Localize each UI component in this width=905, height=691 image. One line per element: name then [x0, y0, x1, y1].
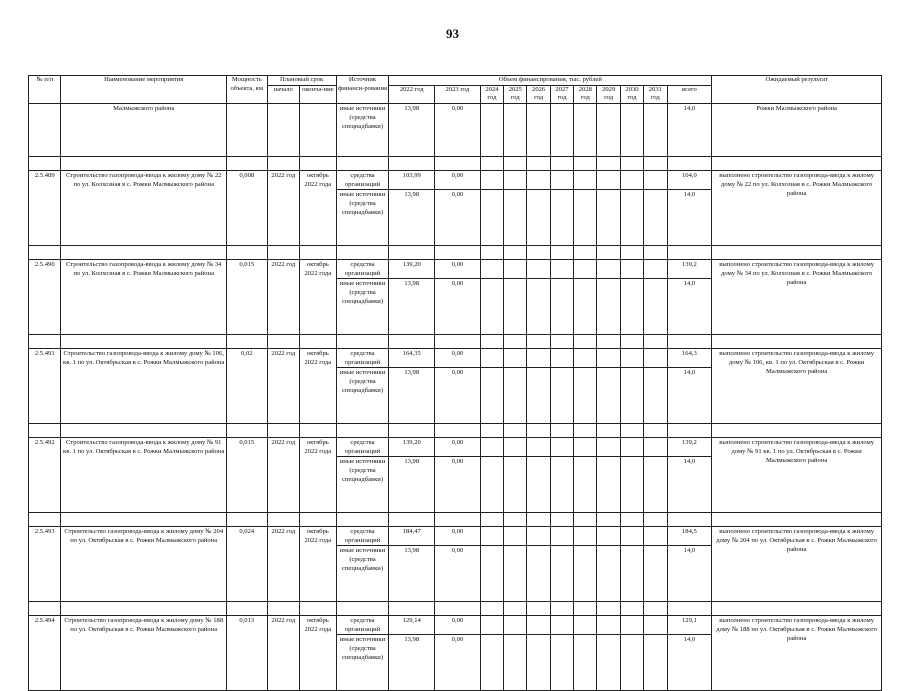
continuation-result: Рожки Малмыжского района [712, 103, 882, 156]
row-name: Строительство газопровода-ввода к жилому дому № 106, кв. 1 по ул. Октябрьская в с. Рожки Малмыжского района [61, 348, 226, 423]
row-name: Строительство газопровода-ввода к жилому дому № 188 по ул. Октябрьская в с. Рожки Малмыжского района [61, 615, 226, 690]
row-source-other: иные источники (средства спецнадбавки) [336, 456, 389, 512]
row-start: 2022 год [267, 348, 299, 423]
row-other-total: 14,0 [667, 634, 712, 690]
row-other-2022: 13,98 [389, 545, 435, 601]
row-org-total: 104,0 [667, 170, 712, 189]
row-org-total: 164,3 [667, 348, 712, 367]
row-name: Строительство газопровода-ввода к жилому дому № 34 по ул. Колхозная в с. Рожки Малмыжского района [61, 259, 226, 334]
row-org-2022: 184,47 [389, 526, 435, 545]
row-other-total: 14,0 [667, 189, 712, 245]
table-row [29, 259, 882, 278]
row-org-2023: 0,00 [435, 170, 481, 189]
header-2029: 2029 год [597, 85, 620, 103]
row-org-2022: 139,20 [389, 437, 435, 456]
row-source-org: средства организаций [336, 170, 389, 189]
row-end: октябрь 2022 года [300, 615, 337, 690]
row-other-2023: 0,00 [435, 189, 481, 245]
continuation-2023: 0,00 [435, 103, 481, 156]
header-2024: 2024 год [480, 85, 503, 103]
funding-table [28, 75, 882, 691]
row-source-other: иные источники (средства спецнадбавки) [336, 278, 389, 334]
header-2030: 2030 год [620, 85, 643, 103]
row-num: 2.5.490 [29, 259, 61, 334]
row-end: октябрь 2022 года [300, 170, 337, 245]
row-org-total: 129,1 [667, 615, 712, 634]
row-source-org: средства организаций [336, 526, 389, 545]
table-row [29, 170, 882, 189]
row-start: 2022 год [267, 437, 299, 512]
row-org-2022: 103,99 [389, 170, 435, 189]
row-org-2022: 129,14 [389, 615, 435, 634]
row-num: 2.5.492 [29, 437, 61, 512]
row-source-org: средства организаций [336, 437, 389, 456]
row-power: 0,024 [226, 526, 267, 601]
row-end: октябрь 2022 года [300, 348, 337, 423]
row-num: 2.5.493 [29, 526, 61, 601]
row-power: 0,015 [226, 259, 267, 334]
row-other-2023: 0,00 [435, 367, 481, 423]
row-result: выполнено строительство газопровода-ввода к жилому дому № 91 кв. 1 по ул. Октябрьская в с. Рожки Малмыжского района [712, 437, 882, 512]
spacer-row [29, 601, 882, 615]
row-result: выполнено строительство газопровода-ввода к жилому дому № 204 по ул. Октябрьская в с. Рожки Малмыжского района [712, 526, 882, 601]
row-power: 0,02 [226, 348, 267, 423]
header-result: Ожидаемый результат [712, 76, 882, 104]
row-other-2022: 13,98 [389, 189, 435, 245]
row-other-2023: 0,00 [435, 634, 481, 690]
row-other-2022: 13,98 [389, 456, 435, 512]
spacer-row [29, 156, 882, 170]
row-other-2022: 13,98 [389, 634, 435, 690]
header-period: Плановый срок [267, 76, 336, 86]
row-power: 0,013 [226, 615, 267, 690]
row-org-2023: 0,00 [435, 437, 481, 456]
row-other-2022: 13,98 [389, 367, 435, 423]
table-row [29, 437, 882, 456]
continuation-row [29, 103, 882, 156]
row-org-2023: 0,00 [435, 348, 481, 367]
row-source-other: иные источники (средства спецнадбавки) [336, 367, 389, 423]
table-header [29, 76, 882, 104]
row-start: 2022 год [267, 170, 299, 245]
continuation-name: Малмыжского района [61, 103, 226, 156]
row-source-other: иные источники (средства спецнадбавки) [336, 189, 389, 245]
row-result: выполнено строительство газопровода-ввода к жилому дому № 106, кв. 1 по ул. Октябрьская в с. Рожки Малмыжского района [712, 348, 882, 423]
header-num: № п/п [29, 76, 61, 104]
row-other-2023: 0,00 [435, 456, 481, 512]
row-org-total: 139,2 [667, 259, 712, 278]
row-org-2023: 0,00 [435, 259, 481, 278]
header-2026: 2026 год [527, 85, 550, 103]
row-other-total: 14,0 [667, 545, 712, 601]
continuation-source: иные источники (средства спецнадбавки) [336, 103, 389, 156]
row-name: Строительство газопровода-ввода к жилому дому № 22 по ул. Колхозная в с. Рожки Малмыжского района [61, 170, 226, 245]
header-source: Источник финанси-рования [336, 76, 389, 104]
row-source-org: средства организаций [336, 348, 389, 367]
row-end: октябрь 2022 года [300, 526, 337, 601]
row-source-other: иные источники (средства спецнадбавки) [336, 545, 389, 601]
page-number: 93 [446, 26, 459, 41]
row-num: 2.5.489 [29, 170, 61, 245]
header-end: оконча-ние [300, 85, 337, 103]
row-other-total: 14,0 [667, 367, 712, 423]
row-other-total: 14,0 [667, 456, 712, 512]
header-start: начало [267, 85, 299, 103]
header-2028: 2028 год [574, 85, 597, 103]
row-org-2023: 0,00 [435, 526, 481, 545]
row-start: 2022 год [267, 259, 299, 334]
table-row [29, 348, 882, 367]
row-source-other: иные источники (средства спецнадбавки) [336, 634, 389, 690]
row-num: 2.5.494 [29, 615, 61, 690]
table-row [29, 615, 882, 634]
header-total: всего [667, 85, 712, 103]
spacer-row [29, 423, 882, 437]
table-row [29, 526, 882, 545]
header-2023: 2023 год [435, 85, 481, 103]
row-start: 2022 год [267, 615, 299, 690]
row-org-2022: 139,20 [389, 259, 435, 278]
spacer-row [29, 512, 882, 526]
row-source-org: средства организаций [336, 259, 389, 278]
row-name: Строительство газопровода-ввода к жилому дому № 204 по ул. Октябрьская в с. Рожки Малмыжского района [61, 526, 226, 601]
row-result: выполнено строительство газопровода-ввода к жилому дому № 188 по ул. Октябрьская в с. Рожки Малмыжского района [712, 615, 882, 690]
row-name: Строительство газопровода-ввода к жилому дому № 91 кв. 1 по ул. Октябрьская в с. Рожки Малмыжского района [61, 437, 226, 512]
row-source-org: средства организаций [336, 615, 389, 634]
row-org-total: 139,2 [667, 437, 712, 456]
row-other-2022: 13,98 [389, 278, 435, 334]
row-other-2023: 0,00 [435, 278, 481, 334]
row-org-2023: 0,00 [435, 615, 481, 634]
header-name: Наименование мероприятия [61, 76, 226, 104]
spacer-row [29, 334, 882, 348]
row-result: выполнено строительство газопровода-ввода к жилому дому № 34 по ул. Колхозная в с. Рожки Малмыжского района [712, 259, 882, 334]
header-power: Мощность объекта, км [226, 76, 267, 104]
header-volume: Объем финансирования, тыс. рублей [389, 76, 712, 86]
header-2031: 2031 год [644, 85, 667, 103]
row-end: октябрь 2022 года [300, 259, 337, 334]
row-start: 2022 год [267, 526, 299, 601]
row-end: октябрь 2022 года [300, 437, 337, 512]
row-other-total: 14,0 [667, 278, 712, 334]
spacer-row [29, 245, 882, 259]
row-other-2023: 0,00 [435, 545, 481, 601]
row-num: 2.5.491 [29, 348, 61, 423]
row-result: выполнено строительство газопровода-ввода к жилому дому № 22 по ул. Колхозная в с. Рожки Малмыжского района [712, 170, 882, 245]
header-2025: 2025 год [504, 85, 527, 103]
row-power: 0,015 [226, 437, 267, 512]
header-2022: 2022 год [389, 85, 435, 103]
continuation-2022: 13,98 [389, 103, 435, 156]
row-org-total: 184,5 [667, 526, 712, 545]
row-org-2022: 164,35 [389, 348, 435, 367]
table-body [29, 103, 882, 690]
header-2027: 2027 год [550, 85, 573, 103]
continuation-total: 14,0 [667, 103, 712, 156]
row-power: 0,008 [226, 170, 267, 245]
